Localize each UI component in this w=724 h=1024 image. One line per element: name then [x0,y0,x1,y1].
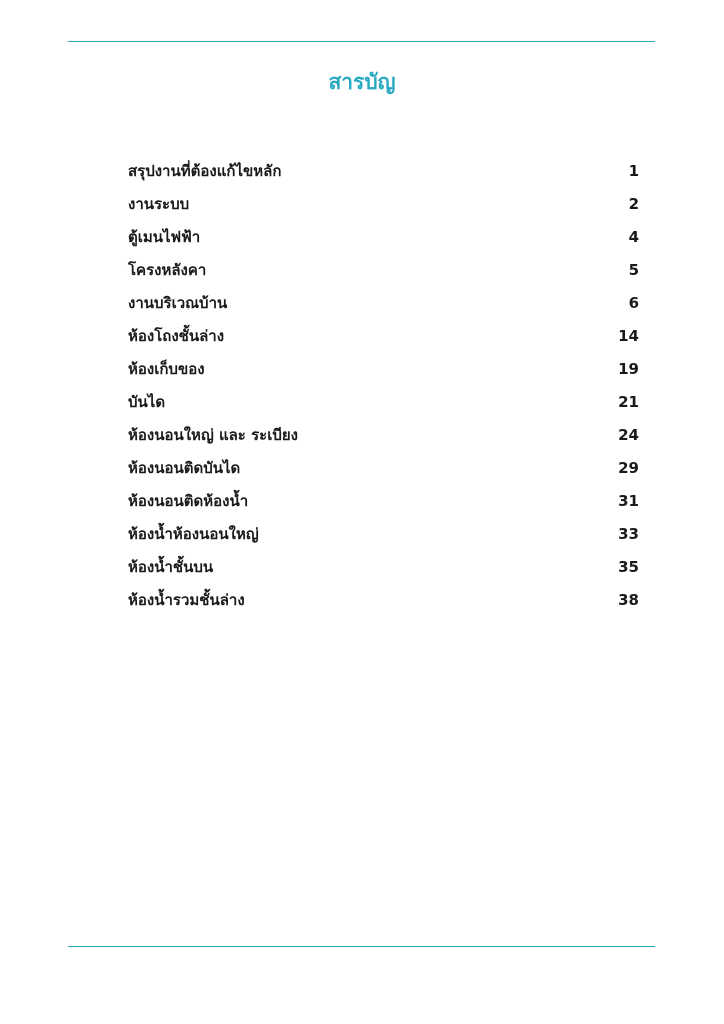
toc-entry-label: งานระบบ [128,194,190,213]
toc-entry-label: งานบริเวณบ้าน [128,293,228,312]
toc-entry[interactable] [128,484,639,517]
toc-entry-page: 14 [618,326,639,345]
toc-entry-label: ห้องนอนติดห้องน้ำ [128,491,249,510]
toc-entry-page: 1 [628,161,639,180]
footer-rule [68,946,655,947]
toc-entry-label: บันได [128,392,166,411]
header-rule [68,41,655,42]
toc-entry-page: 35 [618,557,639,576]
toc-entry-page: 38 [618,590,639,609]
toc-entry[interactable] [128,352,639,385]
table-of-contents [128,154,639,616]
toc-entry[interactable] [128,550,639,583]
toc-entry-label: ห้องน้ำรวมชั้นล่าง [128,590,245,609]
toc-entry-page: 5 [628,260,639,279]
toc-entry-label: สรุปงานที่ต้องแก้ไขหลัก [128,161,282,180]
toc-entry-label: ห้องนอนติดบันได [128,458,241,477]
toc-entry-page: 4 [628,227,639,246]
toc-entry-label: ตู้เมนไฟฟ้า [128,227,201,246]
toc-entry-page: 29 [618,458,639,477]
toc-entry-label: ห้องโถงชั้นล่าง [128,326,225,345]
toc-entry-label: ห้องนอนใหญ่ และ ระเบียง [128,425,298,444]
toc-entry[interactable] [128,451,639,484]
toc-entry-label: โครงหลังคา [128,260,207,279]
toc-entry[interactable] [128,220,639,253]
toc-entry-label: ห้องน้ำชั้นบน [128,557,214,576]
toc-entry-label: ห้องเก็บของ [128,359,205,378]
toc-entry[interactable] [128,517,639,550]
toc-entry[interactable] [128,385,639,418]
toc-entry[interactable] [128,286,639,319]
toc-entry-label: ห้องน้ำห้องนอนใหญ่ [128,524,259,543]
toc-entry-page: 24 [618,425,639,444]
toc-entry-page: 2 [628,194,639,213]
page-title: สารบัญ [328,70,396,94]
toc-entry[interactable] [128,583,639,616]
toc-entry-page: 19 [618,359,639,378]
toc-entry[interactable] [128,154,639,187]
toc-entry[interactable] [128,418,639,451]
toc-entry[interactable] [128,319,639,352]
toc-entry[interactable] [128,187,639,220]
toc-entry-page: 31 [618,491,639,510]
toc-entry[interactable] [128,253,639,286]
toc-entry-page: 6 [628,293,639,312]
toc-entry-page: 21 [618,392,639,411]
toc-entry-page: 33 [618,524,639,543]
